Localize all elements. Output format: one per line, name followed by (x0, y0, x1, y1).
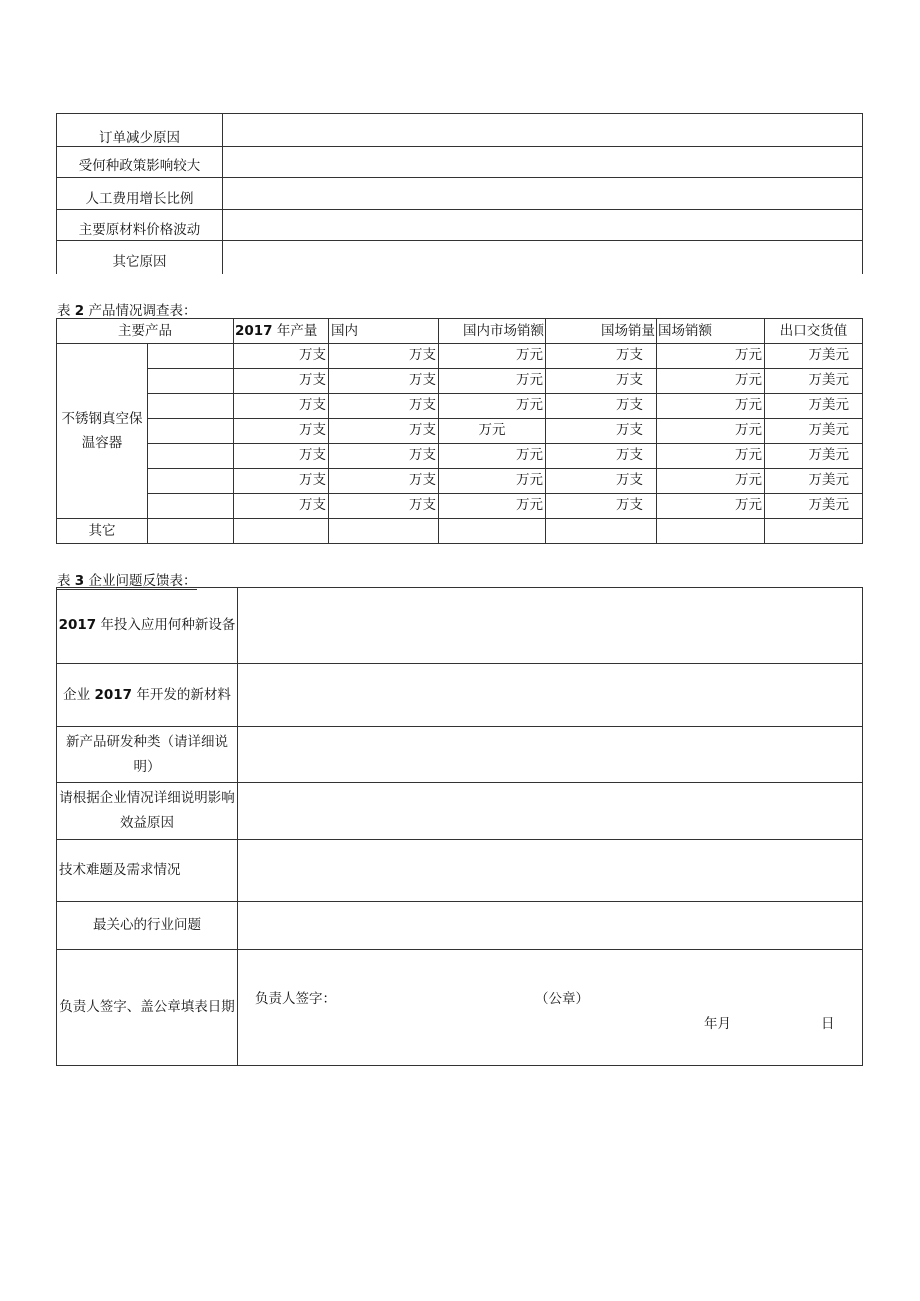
unit-cell[interactable]: 万元 (657, 394, 765, 419)
unit-cell[interactable]: 万支 (546, 394, 657, 419)
input-cell[interactable] (546, 519, 657, 544)
unit-cell[interactable]: 万支 (546, 369, 657, 394)
input-cell[interactable] (234, 519, 329, 544)
header-output: 2017 年产量 (234, 319, 329, 344)
unit-cell[interactable]: 万元 (657, 444, 765, 469)
input-cell[interactable] (765, 519, 863, 544)
row-label-other: 其它 (57, 519, 148, 544)
unit-cell[interactable]: 万支 (546, 444, 657, 469)
input-order-decrease[interactable] (223, 114, 863, 147)
unit-cell[interactable]: 万美元 (765, 344, 863, 369)
row-label-material-price: 主要原材料价格波动 (57, 210, 223, 241)
unit-cell[interactable]: 万美元 (765, 419, 863, 444)
input-industry-concern[interactable] (238, 902, 863, 950)
unit-cell[interactable]: 万支 (234, 344, 329, 369)
reason-table (56, 113, 863, 274)
input-cell[interactable] (148, 519, 234, 544)
unit-cell[interactable]: 万支 (546, 344, 657, 369)
unit-cell[interactable]: 万支 (546, 494, 657, 519)
product-row (57, 419, 863, 444)
unit-cell[interactable]: 万支 (329, 494, 439, 519)
unit-cell[interactable]: 万支 (329, 344, 439, 369)
row-label-tech-difficulty: 技术难题及需求情况 (57, 840, 238, 902)
input-labor-cost[interactable] (223, 178, 863, 210)
row-label-policy-impact: 受何种政策影响较大 (57, 147, 223, 178)
input-new-equipment[interactable] (238, 588, 863, 664)
input-other-reason[interactable] (223, 241, 863, 274)
unit-cell[interactable]: 万支 (234, 444, 329, 469)
input-tech-difficulty[interactable] (238, 840, 863, 902)
product-name-input[interactable] (148, 494, 234, 519)
unit-cell[interactable]: 万元 (657, 419, 765, 444)
unit-cell[interactable]: 万支 (234, 469, 329, 494)
unit-cell[interactable]: 万美元 (765, 494, 863, 519)
unit-cell[interactable]: 万元 (439, 444, 546, 469)
product-row (57, 369, 863, 394)
unit-cell[interactable]: 万支 (546, 469, 657, 494)
seal-label: （公章） (535, 991, 589, 1007)
product-row (57, 444, 863, 469)
table2-caption: 表 2 产品情况调查表： (57, 303, 197, 319)
unit-cell[interactable]: 万支 (234, 394, 329, 419)
product-row (57, 494, 863, 519)
row-label-new-product: 新产品研发种类（请详细说明） (57, 727, 238, 783)
unit-cell[interactable]: 万支 (234, 494, 329, 519)
input-new-product[interactable] (238, 727, 863, 783)
unit-cell[interactable]: 万美元 (765, 394, 863, 419)
unit-cell[interactable]: 万元 (439, 419, 546, 444)
row-label-labor-cost: 人工费用增长比例 (57, 178, 223, 210)
unit-cell[interactable]: 万元 (439, 469, 546, 494)
unit-cell[interactable]: 万支 (234, 419, 329, 444)
input-new-material[interactable] (238, 664, 863, 727)
header-intl-sales: 国场销额 (657, 319, 765, 344)
input-cell[interactable] (439, 519, 546, 544)
row-label-benefit-reason: 请根据企业情况详细说明影响效益原因 (57, 783, 238, 840)
row-label-other-reason: 其它原因 (57, 241, 223, 274)
unit-cell[interactable]: 万元 (439, 494, 546, 519)
input-benefit-reason[interactable] (238, 783, 863, 840)
signer-label: 负责人签字： (255, 991, 336, 1007)
header-intl-volume: 国场销量 (546, 319, 657, 344)
input-cell[interactable] (657, 519, 765, 544)
input-material-price[interactable] (223, 210, 863, 241)
feedback-table (56, 587, 863, 1066)
table3-caption: 表 3 企业问题反馈表： (57, 569, 197, 590)
row-label-signature: 负责人签字、盖公章填表日期 (57, 950, 238, 1066)
unit-cell[interactable]: 万支 (329, 469, 439, 494)
product-row (57, 344, 863, 369)
unit-cell[interactable]: 万支 (546, 419, 657, 444)
unit-cell[interactable]: 万支 (329, 369, 439, 394)
signature-area[interactable] (238, 950, 863, 1066)
product-name-input[interactable] (148, 369, 234, 394)
header-main-product: 主要产品 (57, 319, 234, 344)
year-month-label: 年月 (704, 1016, 731, 1032)
unit-cell[interactable]: 万元 (657, 344, 765, 369)
unit-cell[interactable]: 万美元 (765, 369, 863, 394)
unit-cell[interactable]: 万元 (439, 394, 546, 419)
day-label: 日 (821, 1016, 835, 1032)
input-policy-impact[interactable] (223, 147, 863, 178)
unit-cell[interactable]: 万支 (329, 444, 439, 469)
row-label-industry-concern: 最关心的行业问题 (57, 902, 238, 950)
product-name-input[interactable] (148, 444, 234, 469)
unit-cell[interactable]: 万元 (439, 344, 546, 369)
product-name-input[interactable] (148, 344, 234, 369)
row-label-order-decrease: 订单减少原因 (57, 114, 223, 147)
header-domestic-sales: 国内市场销额 (439, 319, 546, 344)
unit-cell[interactable]: 万美元 (765, 444, 863, 469)
row-label-new-material: 企业 2017 年开发的新材料 (57, 664, 238, 727)
unit-cell[interactable]: 万元 (657, 369, 765, 394)
product-name-input[interactable] (148, 469, 234, 494)
input-cell[interactable] (329, 519, 439, 544)
unit-cell[interactable]: 万支 (234, 369, 329, 394)
product-name-input[interactable] (148, 394, 234, 419)
row-label-new-equipment: 2017 年投入应用何种新设备 (57, 588, 238, 664)
header-export-value: 出口交货值 (765, 319, 863, 344)
unit-cell[interactable]: 万元 (657, 469, 765, 494)
product-row (57, 469, 863, 494)
header-domestic: 国内 (329, 319, 439, 344)
product-name-input[interactable] (148, 419, 234, 444)
category-label: 不锈钢真空保温容器 (57, 344, 148, 519)
product-table (56, 318, 863, 544)
unit-cell[interactable]: 万元 (439, 369, 546, 394)
unit-cell[interactable]: 万支 (329, 419, 439, 444)
unit-cell[interactable]: 万支 (329, 394, 439, 419)
unit-cell[interactable]: 万元 (657, 494, 765, 519)
unit-cell[interactable]: 万美元 (765, 469, 863, 494)
product-row (57, 394, 863, 419)
